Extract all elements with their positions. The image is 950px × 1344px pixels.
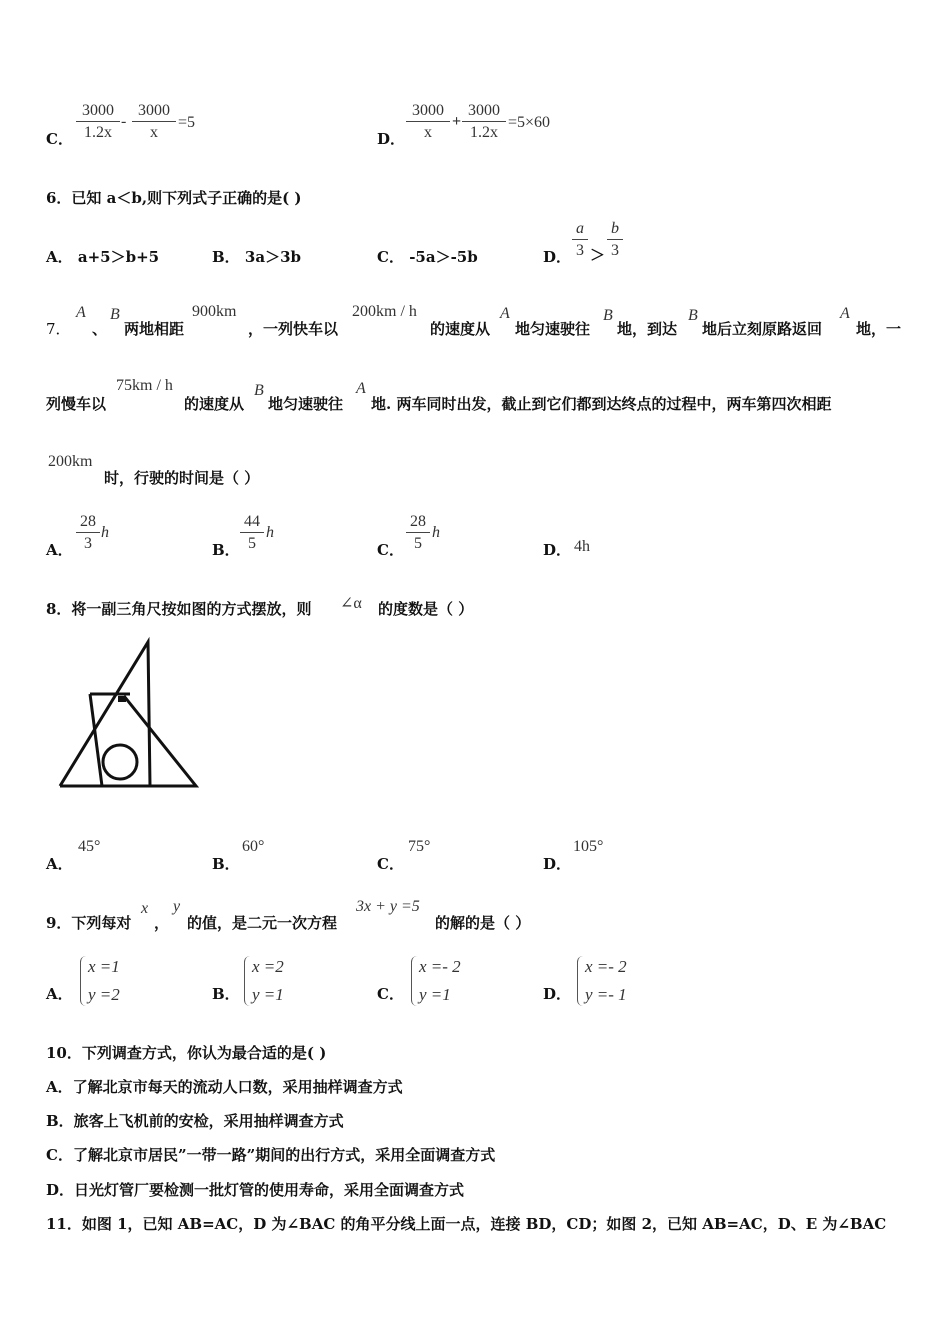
q7-math-200kmh: 200km / h bbox=[352, 303, 417, 320]
q10-option-b: B．旅客上飞机前的安检，采用抽样调查方式 bbox=[46, 1112, 344, 1130]
q7-text-10: 地匀速驶往 bbox=[268, 395, 344, 413]
q9-option-c-label: C． bbox=[377, 985, 404, 1003]
q7-b-unit: h bbox=[266, 524, 274, 541]
q8-option-b-value: 60° bbox=[242, 838, 265, 855]
q8-option-d-value: 105° bbox=[573, 838, 604, 855]
q7-c-unit: h bbox=[432, 524, 440, 541]
q5-c-fraction-2: $\frac{3000}{x}$ bbox=[132, 101, 176, 144]
q7-text-12: 时，行驶的时间是（ ） bbox=[104, 469, 260, 487]
q6-option-b: B． 3a＞3b bbox=[212, 248, 302, 266]
q7-math-200km: 200km bbox=[48, 453, 93, 470]
q10-option-d: D．日光灯管厂要检测一批灯管的使用寿命，采用全面调查方式 bbox=[46, 1181, 465, 1199]
q9-text-2: ， bbox=[154, 914, 170, 932]
q7-option-a-label: A． bbox=[46, 541, 73, 559]
q7-text-5: 地，到达 bbox=[617, 320, 678, 338]
q9-b-brace bbox=[244, 956, 251, 1006]
q7-text-7: 地，一 bbox=[856, 320, 902, 338]
q7-d-value: 4h bbox=[574, 538, 590, 555]
q5-d-plus: + bbox=[452, 113, 462, 130]
q7-b-fraction: $\frac{44}{5}$ bbox=[240, 512, 264, 555]
q7-math-75kmh: 75km / h bbox=[116, 377, 173, 394]
q7-number: 7． bbox=[46, 320, 71, 338]
q7-a-fraction: $\frac{28}{3}$ bbox=[76, 512, 100, 555]
q7-text-4: 地匀速驶往 bbox=[515, 320, 591, 338]
q8-option-c-value: 75° bbox=[408, 838, 431, 855]
q7-math-900: 900km bbox=[192, 303, 237, 320]
q7-text-8: 列慢车以 bbox=[46, 395, 107, 413]
q7-math-B2: B bbox=[603, 307, 613, 324]
q9-d-brace bbox=[577, 956, 584, 1006]
q7-math-A4: A bbox=[356, 380, 366, 397]
q9-option-a-label: A． bbox=[46, 985, 73, 1003]
q7-math-B3: B bbox=[688, 307, 698, 324]
q8-option-b-label: B． bbox=[212, 855, 240, 873]
q7-option-b-label: B． bbox=[212, 541, 240, 559]
q7-math-A3: A bbox=[840, 305, 850, 322]
q7-math-B4: B bbox=[254, 382, 264, 399]
q9-a-system: x =1 y =2 bbox=[88, 957, 120, 1004]
q7-text-9: 的速度从 bbox=[184, 395, 245, 413]
q6-option-c: C． -5a＞-5b bbox=[377, 248, 478, 266]
q8-math-alpha: ∠α bbox=[340, 595, 362, 612]
q5-d-fraction-1: $\frac{3000}{x}$ bbox=[406, 101, 450, 144]
q9-text-4: 的解的是（ ） bbox=[435, 914, 531, 932]
q5-c-minus: - bbox=[121, 113, 127, 130]
q9-b-system: x =2 y =1 bbox=[252, 957, 284, 1004]
q8-option-a-value: 45° bbox=[78, 838, 101, 855]
q10-option-a: A．了解北京市每天的流动人口数，采用抽样调查方式 bbox=[46, 1078, 403, 1096]
q9-c-brace bbox=[411, 956, 418, 1006]
q7-text-2: ，一列快车以 bbox=[248, 320, 339, 338]
q8-option-c-label: C． bbox=[377, 855, 404, 873]
q8-option-a-label: A． bbox=[46, 855, 73, 873]
q6-stem: 6．已知 a＜b,则下列式子正确的是( ) bbox=[46, 189, 302, 207]
q5-d-fraction-2: $\frac{3000}{1.2x}$ bbox=[462, 101, 506, 144]
q8-stem-b: 的度数是（ ） bbox=[378, 600, 474, 618]
q6-option-d-label: D． bbox=[543, 248, 572, 266]
q6-d-greater: ＞ bbox=[590, 246, 606, 264]
triangle-rulers-figure bbox=[54, 636, 204, 792]
q7-a-unit: h bbox=[101, 524, 109, 541]
q9-option-b-label: B． bbox=[212, 985, 240, 1003]
q6-d-fraction-b: $\frac{b}{3}$ bbox=[607, 219, 623, 262]
q9-option-d-label: D． bbox=[543, 985, 572, 1003]
q7-sep: 、 bbox=[92, 320, 108, 338]
q9-math-eq: 3x + y =5 bbox=[356, 898, 420, 915]
q9-a-brace bbox=[80, 956, 87, 1006]
q7-option-d-label: D． bbox=[543, 541, 572, 559]
q9-stem-1: 9．下列每对 bbox=[46, 914, 132, 932]
q7-text-11: 地. 两车同时出发，截止到它们都到达终点的过程中，两车第四次相距 bbox=[371, 395, 832, 413]
q5-c-rhs: =5 bbox=[178, 114, 196, 131]
q7-math-B: B bbox=[110, 306, 120, 323]
q7-option-c-label: C． bbox=[377, 541, 404, 559]
q7-math-A: A bbox=[76, 304, 86, 321]
q9-d-system: x =- 2 y =- 1 bbox=[585, 957, 627, 1004]
q9-text-3: 的值，是二元一次方程 bbox=[187, 914, 338, 932]
q6-d-fraction-a: $\frac{a}{3}$ bbox=[572, 219, 588, 262]
q5-option-d-label: D． bbox=[377, 130, 406, 148]
q7-c-fraction: $\frac{28}{5}$ bbox=[406, 512, 430, 555]
q11-stem: 11．如图 1，已知 AB=AC，D 为∠BAC 的角平分线上面一点，连接 BD，CD；如图 2，已知 AB=AC，D、E 为∠BAC bbox=[46, 1215, 887, 1233]
q7-text-1: 两地相距 bbox=[124, 320, 185, 338]
q8-option-d-label: D． bbox=[543, 855, 572, 873]
q5-d-rhs: =5×60 bbox=[508, 114, 551, 131]
q10-option-c: C．了解北京市居民”一带一路”期间的出行方式，采用全面调查方式 bbox=[46, 1146, 496, 1164]
q10-stem: 10．下列调查方式，你认为最合适的是( ) bbox=[46, 1044, 327, 1062]
q5-option-c-label: C． bbox=[46, 130, 73, 148]
q9-math-y: y bbox=[173, 898, 181, 915]
q7-text-6: 地后立刻原路返回 bbox=[702, 320, 823, 338]
q9-math-x: x bbox=[141, 900, 149, 917]
q8-stem-a: 8．将一副三角尺按如图的方式摆放，则 bbox=[46, 600, 312, 618]
q7-math-A2: A bbox=[500, 305, 510, 322]
q9-c-system: x =- 2 y =1 bbox=[419, 957, 461, 1004]
q6-option-a: A． a+5＞b+5 bbox=[46, 248, 160, 266]
q5-c-fraction-1: $\frac{3000}{1.2x}$ bbox=[76, 101, 120, 144]
q7-text-3: 的速度从 bbox=[430, 320, 491, 338]
